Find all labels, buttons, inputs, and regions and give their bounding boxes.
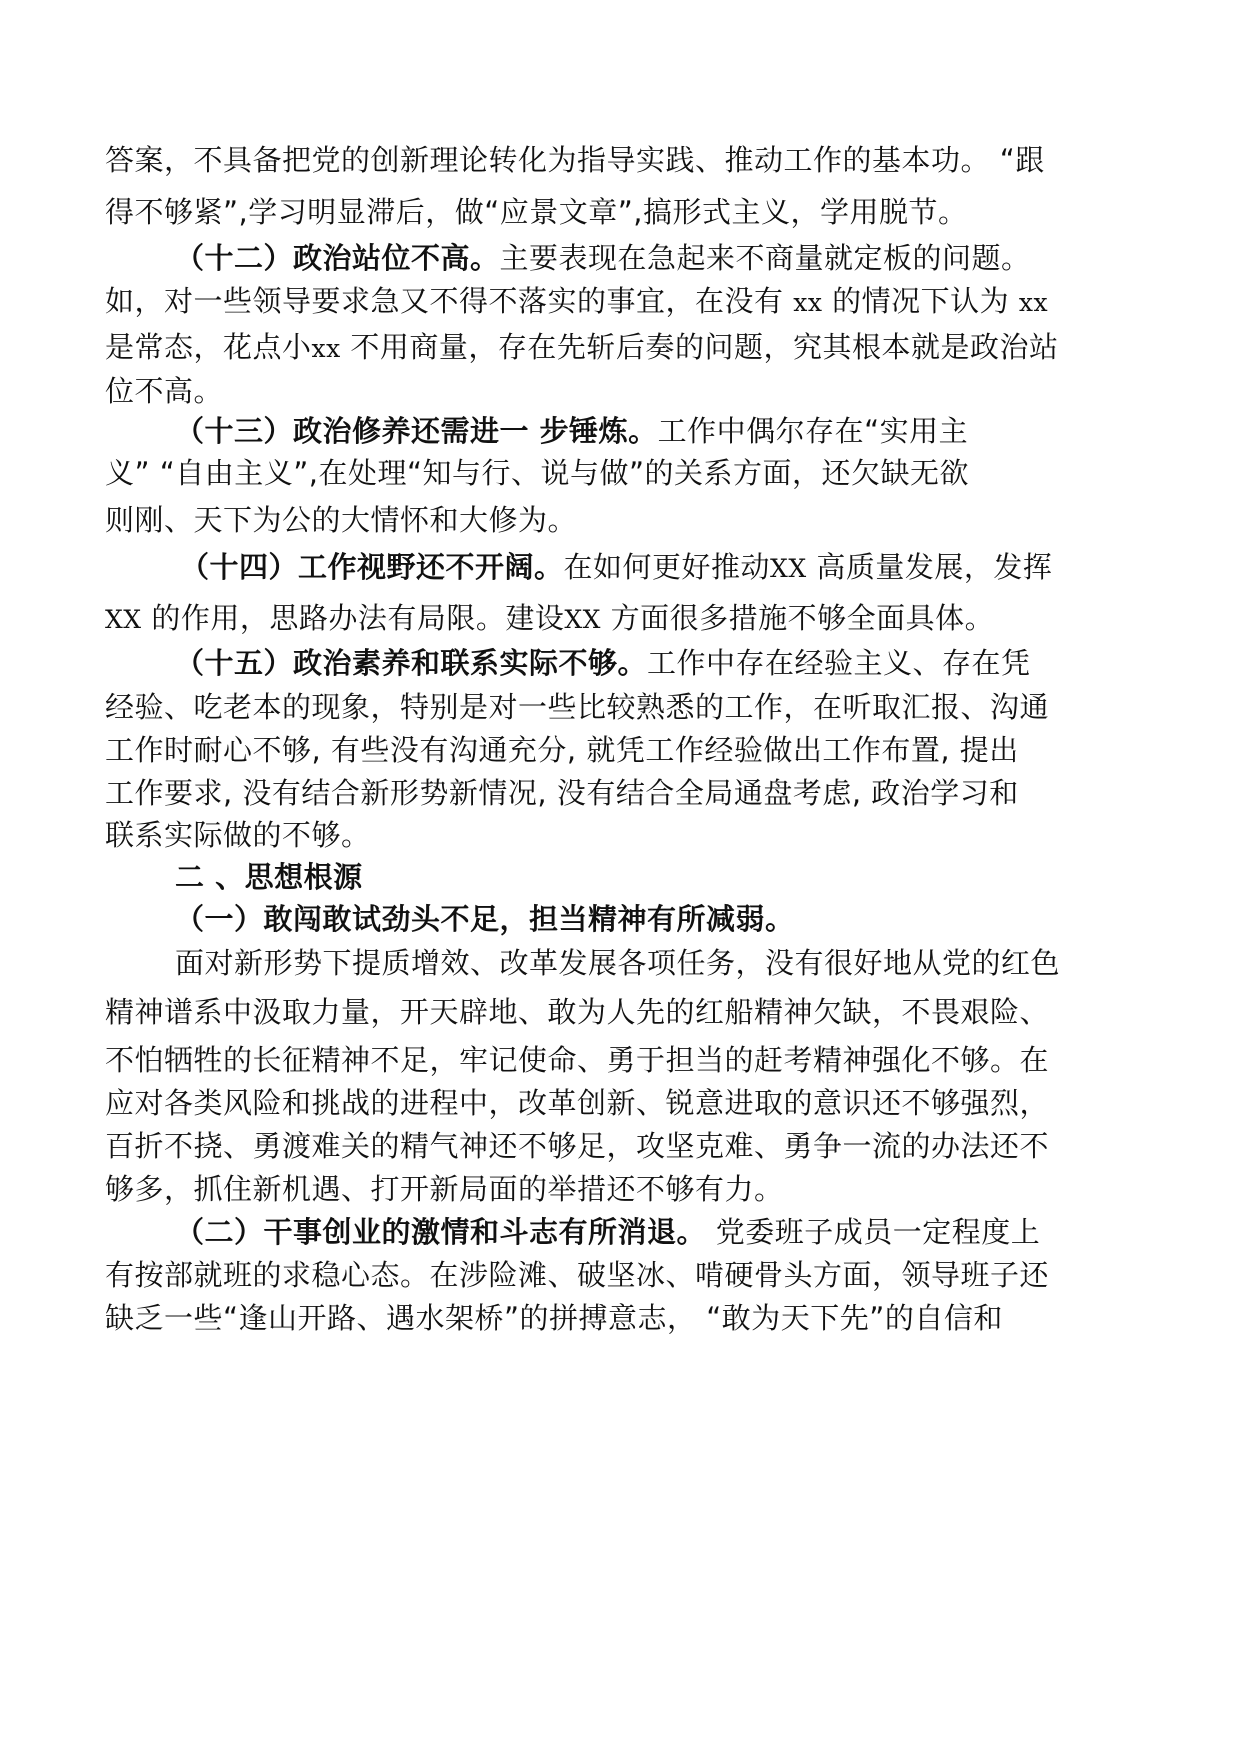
text-segment: 经验、吃老本的现象，特别是对一些比较熟悉的工作，在听取汇报、沟通 xyxy=(105,690,1050,724)
text-segment: 够多，抓住新机遇、打开新局面的举措还不够有力。 xyxy=(105,1172,784,1206)
text-line xyxy=(105,1298,1003,1338)
bold-heading-text: （十五）政治素养和联系实际不够。 xyxy=(175,646,648,680)
bold-heading-text: （十三）政治修养还需进一 步锤炼。 xyxy=(175,414,658,448)
text-segment: xx xyxy=(793,288,823,317)
text-line xyxy=(175,1212,1040,1252)
text-segment: 答案，不具备把党的创新理论转化为指导实践、推动工作的基本功。 “跟 xyxy=(105,143,1045,177)
text-segment: 在如何更好推动 xyxy=(563,550,771,584)
text-line xyxy=(105,371,223,411)
bold-heading-text: （十二）政治站位不高。 xyxy=(175,241,500,275)
text-line xyxy=(105,598,994,638)
text-line xyxy=(105,327,1058,367)
text-line xyxy=(175,857,363,897)
text-line xyxy=(175,899,795,939)
bold-heading-text: 二 、思想根源 xyxy=(175,860,363,894)
text-line xyxy=(105,815,371,855)
text-line xyxy=(105,1040,1049,1080)
text-segment: 主要表现在急起来不商量就定板的问题。 xyxy=(499,241,1031,275)
text-segment: 应对各类风险和挑战的进程中，改革创新、锐意进取的意识还不够强烈， xyxy=(105,1086,1050,1120)
text-segment: 如，对一些领导要求急又不得不落实的事宜，在没有 xyxy=(105,284,794,318)
text-line xyxy=(105,687,1049,727)
text-line xyxy=(105,730,1019,770)
text-line xyxy=(180,547,1052,587)
text-segment: XX xyxy=(770,554,807,583)
text-segment: 不怕牺牲的长征精神不足，牢记使命、勇于担当的赶考精神强化不够。在 xyxy=(105,1043,1050,1077)
text-line xyxy=(105,192,968,232)
text-segment: 得不够紧”,学习明显滞后，做“应景文章”,搞形式主义，学用脱节。 xyxy=(105,195,968,229)
text-line xyxy=(105,1169,784,1209)
bold-heading-text: （二）干事创业的激情和斗志有所消退。 xyxy=(175,1215,707,1249)
text-line xyxy=(175,943,1060,983)
text-segment: 党委班子成员一定程度上 xyxy=(706,1215,1041,1249)
text-segment: 方面很多措施不够全面具体。 xyxy=(600,601,995,635)
text-segment: 位不高。 xyxy=(105,374,224,408)
text-segment: 工作要求, 没有结合新形势新情况, 没有结合全局通盘考虑, 政治学习和 xyxy=(105,776,1019,810)
text-line xyxy=(105,140,1045,180)
bold-heading-text: （一）敢闯敢试劲头不足，担当精神有所减弱。 xyxy=(175,902,795,936)
text-segment: XX xyxy=(105,605,142,634)
text-segment: xx xyxy=(311,334,341,363)
text-segment: 精神谱系中汲取力量，开天辟地、敢为人先的红船精神欠缺，不畏艰险、 xyxy=(105,995,1050,1029)
text-segment: 缺乏一些“逢山开路、遇水架桥”的拼搏意志， “敢为天下先”的自信和 xyxy=(105,1301,1003,1335)
text-segment: 是常态，花点小 xyxy=(105,330,312,364)
text-segment: 义” “自由主义”,在处理“知与行、说与做”的关系方面，还欠缺无欲 xyxy=(105,456,970,490)
text-segment: 则刚、天下为公的大情怀和大修为。 xyxy=(105,503,578,537)
text-segment: 工作时耐心不够, 有些没有沟通充分, 就凭工作经验做出工作布置, 提出 xyxy=(105,733,1019,767)
text-segment: 工作中存在经验主义、存在凭 xyxy=(647,646,1031,680)
text-segment: 有按部就班的求稳心态。在涉险滩、破坚冰、啃硬骨头方面，领导班子还 xyxy=(105,1258,1050,1292)
text-segment: 不用商量，存在先斩后奏的问题，究其根本就是政治站 xyxy=(340,330,1059,364)
text-line xyxy=(175,411,968,451)
text-segment: 工作中偶尔存在“实用主 xyxy=(657,414,969,448)
text-line xyxy=(105,453,969,493)
text-line xyxy=(105,1255,1049,1295)
text-line xyxy=(105,500,577,540)
text-segment: xx xyxy=(1018,288,1049,317)
text-segment: 联系实际做的不够。 xyxy=(105,818,371,852)
text-segment: 高质量发展，发挥 xyxy=(806,550,1053,584)
text-segment: 面对新形势下提质增效、改革发展各项任务，没有很好地从党的红色 xyxy=(175,946,1061,980)
text-line xyxy=(175,643,1031,683)
text-segment: 的作用，思路办法有局限。建设 xyxy=(141,601,565,635)
text-line xyxy=(105,1083,1049,1123)
text-line xyxy=(105,992,1049,1032)
bold-heading-text: （十四）工作视野还不开阔。 xyxy=(180,550,564,584)
text-segment: 的情况下认为 xyxy=(822,284,1019,318)
text-segment: XX xyxy=(564,605,601,634)
text-line xyxy=(105,773,1019,813)
text-line xyxy=(175,238,1031,278)
text-line xyxy=(105,1126,1049,1166)
text-line xyxy=(105,281,1048,321)
text-segment: 百折不挠、勇渡难关的精气神还不够足，攻坚克难、勇争一流的办法还不 xyxy=(105,1129,1050,1163)
